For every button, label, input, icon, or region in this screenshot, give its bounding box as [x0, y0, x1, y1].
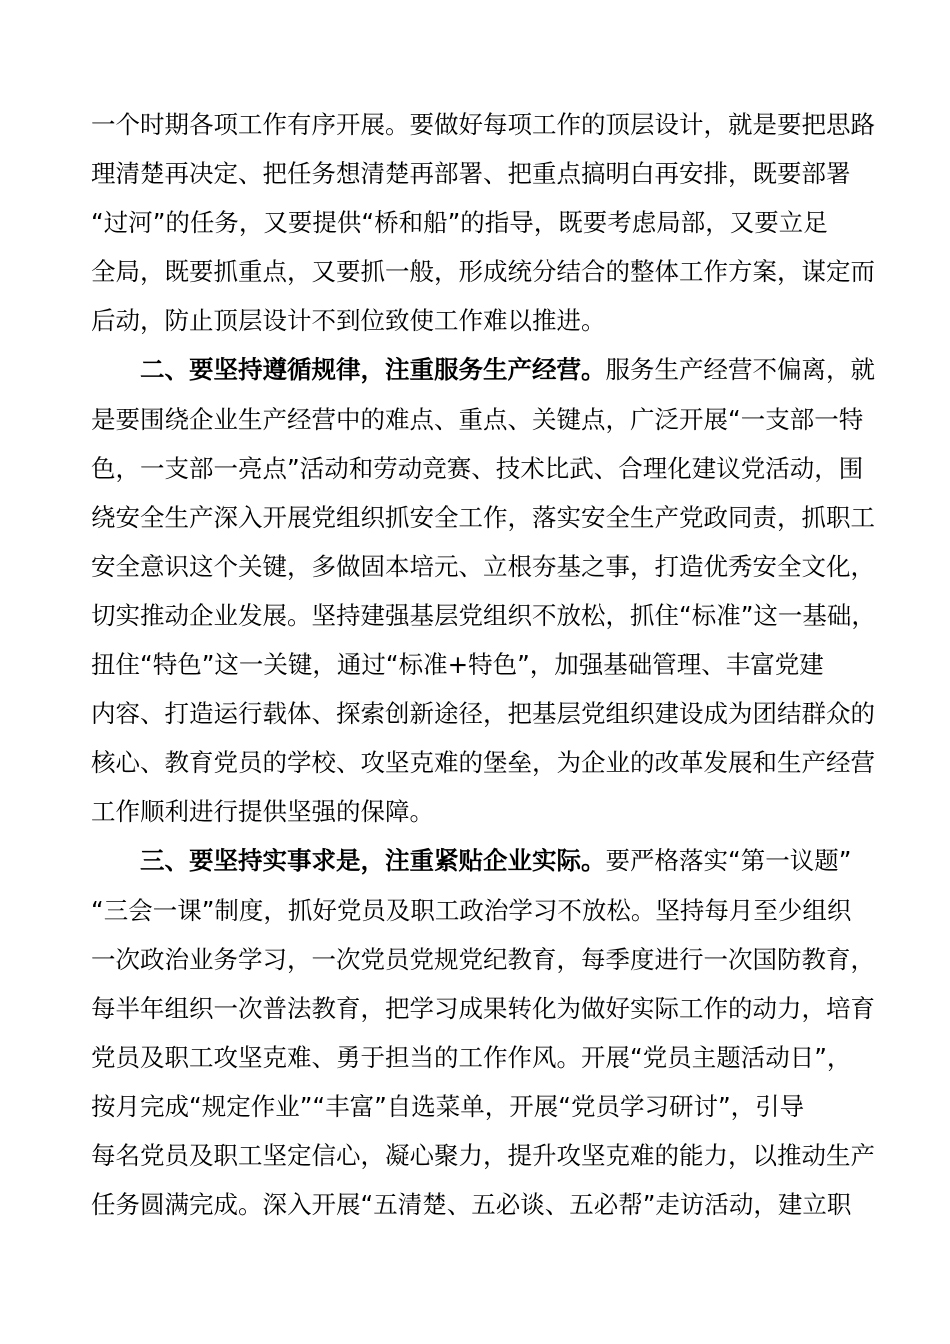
text-line: 理清楚再决定、把任务想清楚再部署、把重点搞明白再安排，既要部署: [91, 159, 851, 189]
text-line: 按月完成“规定作业”“丰富”自选菜单，开展“党员学习研讨”，引导: [91, 1091, 805, 1121]
text-line: 一个时期各项工作有序开展。要做好每项工作的顶层设计，就是要把思路: [91, 110, 875, 139]
section-2-first-line: [91, 345, 875, 394]
text-line: 色，一支部一亮点”活动和劳动竞赛、技术比武、合理化建议党活动，围: [91, 453, 864, 483]
text-line: 每半年组织一次普法教育，把学习成果转化为做好实际工作的动力，培育: [91, 993, 875, 1023]
section-3-first-line: [91, 836, 861, 885]
document-body: [91, 100, 876, 1229]
text-line: 切实推动企业发展。坚持建强基层党组织不放松，抓住“标准”这一基础，: [91, 600, 876, 630]
text-line: 党员及职工攻坚克难、勇于担当的工作作风。开展“党员主题活动日”，: [91, 1042, 852, 1072]
section-3-heading: 三、要坚持实事求是，注重紧贴企业实际。: [140, 846, 606, 876]
section-2-first-line-rest: 服务生产经营不偏离，就: [605, 355, 875, 385]
text-line: 扭住“特色”这一关键，通过“标准+特色”，加强基础管理、丰富党建: [91, 650, 824, 680]
text-line: 内容、打造运行载体、探索创新途径，把基层党组织建设成为团结群众的: [91, 699, 875, 729]
text-line: 每名党员及职工坚定信心，凝心聚力，提升攻坚克难的能力，以推动生产: [91, 1140, 875, 1170]
text-line: 是要围绕企业生产经营中的难点、重点、关键点，广泛开展“一支部一特: [91, 404, 864, 434]
text-line: 工作顺利进行提供坚强的保障。: [91, 797, 434, 827]
text-line: “过河”的任务，又要提供“桥和船”的指导，既要考虑局部，又要立足: [91, 208, 828, 238]
text-line: “三会一课”制度，抓好党员及职工政治学习不放松。坚持每月至少组织: [91, 895, 852, 925]
text-line: 后动，防止顶层设计不到位致使工作难以推进。: [91, 306, 606, 336]
section-3-first-line-rest: 要严格落实“第一议题”: [605, 846, 852, 876]
text-line: 安全意识这个关键，多做固本培元、立根夯基之事，打造优秀安全文化，: [91, 551, 875, 581]
text-line: 核心、教育党员的学校、攻坚克难的堡垒，为企业的改革发展和生产经营: [91, 748, 875, 778]
text-line: 一次政治业务学习，一次党员党规党纪教育，每季度进行一次国防教育，: [91, 944, 875, 974]
section-2-heading: 二、要坚持遵循规律，注重服务生产经营。: [140, 355, 606, 385]
text-line: 任务圆满完成。深入开展“五清楚、五必谈、五必帮”走访活动，建立职: [91, 1190, 852, 1220]
text-line: 全局，既要抓重点，又要抓一般，形成统分结合的整体工作方案，谋定而: [91, 257, 875, 287]
text-line: 绕安全生产深入开展党组织抓安全工作，落实安全生产党政同责，抓职工: [91, 502, 875, 532]
